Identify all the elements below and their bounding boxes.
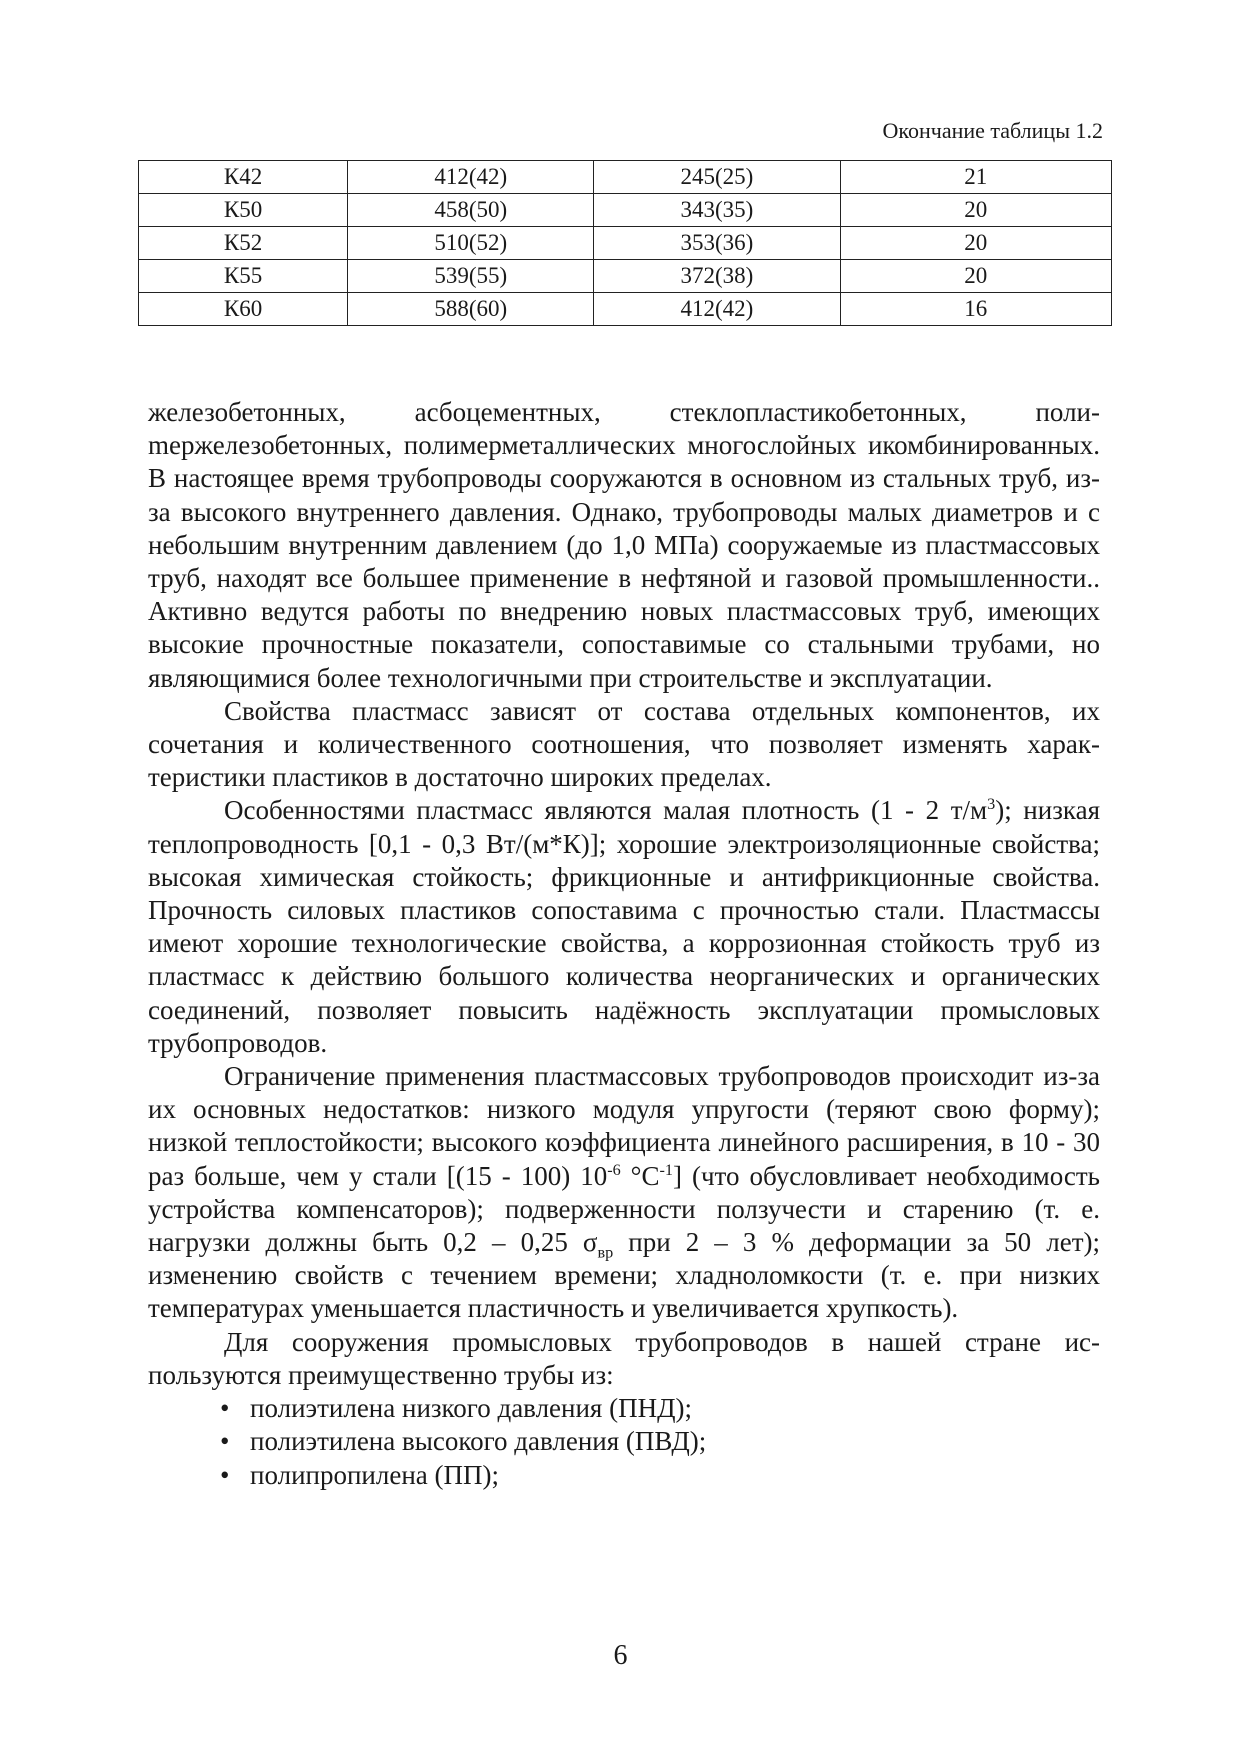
table-row <box>139 260 1112 293</box>
paragraph <box>148 1060 1100 1326</box>
table-cell: 458(50) <box>348 194 594 227</box>
bullet-list <box>148 1392 1100 1492</box>
page-number: 6 <box>613 1640 628 1671</box>
text-run: ); низкая теплопроводность [0,1 - 0,3 Вт/(м*К)]; хорошие электроизоляционные свойства; высокая химическая стойкость; фрикционные и антифрикционные свойства. Прочность силовых пластиков сопоставима с прочностью стали. Пластмассы имеют хорошие технологические свойства, а коррозионная стойкость труб из пластмасс к действию большого количества неорганических и органических соединений, позволяет повысить надёжность эксплуатации промысловых трубопроводов. <box>148 795 1100 1058</box>
paragraph <box>148 794 1100 1060</box>
table-cell: К60 <box>139 293 348 326</box>
table-cell: К52 <box>139 227 348 260</box>
superscript: -6 <box>607 1160 621 1179</box>
table-cell: 510(52) <box>348 227 594 260</box>
table-cell: 353(36) <box>594 227 840 260</box>
list-item: • полипропилена (ПП); <box>220 1459 1100 1492</box>
table-row <box>139 227 1112 260</box>
table-cell: К50 <box>139 194 348 227</box>
table-row <box>139 161 1112 194</box>
table-cell: 539(55) <box>348 260 594 293</box>
table-cell: 20 <box>840 260 1112 293</box>
paragraph: Свойства пластмасс зависят от состава отдельных компонентов, их сочетания и количественного соотношения, что позволяет изменять характеристики пластиков в достаточно широких пределах. <box>148 695 1100 793</box>
paragraph: Для сооружения промысловых трубопроводов в нашей стране используются преимущественно трубы из: <box>148 1326 1100 1390</box>
table-row <box>139 293 1112 326</box>
text-run: Ограничение применения пластмассовых трубопроводов происходит из-за их основных недостатков: низкого модуля упругости (теряют свою форму); низкой теплостойкости; высокого коэффициента линейного расширения, в 10 - 30 раз больше, чем у стали [(15 - 100) 10 <box>148 1061 1100 1191</box>
body-text <box>148 396 1100 1492</box>
table-cell: 16 <box>840 293 1112 326</box>
superscript: -1 <box>659 1160 673 1179</box>
table-cell: 245(25) <box>594 161 840 194</box>
subscript: вр <box>597 1243 614 1262</box>
table-cell: 412(42) <box>348 161 594 194</box>
table-cell: 20 <box>840 227 1112 260</box>
table-cell: 343(35) <box>594 194 840 227</box>
text-run: °С <box>620 1160 660 1191</box>
table-cell: 20 <box>840 194 1112 227</box>
text-run: при 2 – 3 % деформации за 50 лет); изменению свойств с течением времени; хладноломкости (т. е. при низких температурах уменьшается пластичность и увеличивается хрупкость). <box>148 1227 1100 1324</box>
paragraph: железобетонных, асбоцементных, стеклопластикобетонных, полиmержелезобетонных, полимерметаллических многослойных икомбинированных. В настоящее время трубопроводы сооружаются в основном из стальных труб, из-за высокого внутреннего давления. Однако, трубопроводы малых диаметров и с небольшим внутренним давлением (до 1,0 МПа) сооружаемые из пластмассовых труб, находят все большее применение в нефтяной и газовой промышленности.. Активно ведутся работы по внедрению новых пластмассовых труб, имеющих высокие прочностные показатели, сопоставимые со стальными трубами, но являющимися более технологичными при строительстве и эксплуатации. <box>148 397 1100 693</box>
table-cell: 412(42) <box>594 293 840 326</box>
text-run: ] (что обусловливает необходимость устройства компенсаторов); подверженности ползучести и старению (т. е. нагрузки должны быть 0,2 – 0,25 σ <box>148 1160 1101 1258</box>
table-cell: К55 <box>139 260 348 293</box>
list-item: • полиэтилена низкого давления (ПНД); <box>220 1392 1100 1425</box>
table-row <box>139 194 1112 227</box>
table-cell: 21 <box>840 161 1112 194</box>
steel-grade-table <box>138 160 1112 326</box>
text-run: Особенностями пластмасс являются малая плотность (1 - 2 т/м <box>224 795 988 826</box>
table-caption: Окончание таблицы 1.2 <box>882 118 1103 143</box>
superscript: 3 <box>987 795 996 814</box>
table-cell: 372(38) <box>594 260 840 293</box>
table-cell: 588(60) <box>348 293 594 326</box>
list-item: • полиэтилена высокого давления (ПВД); <box>220 1425 1100 1458</box>
table-cell: К42 <box>139 161 348 194</box>
